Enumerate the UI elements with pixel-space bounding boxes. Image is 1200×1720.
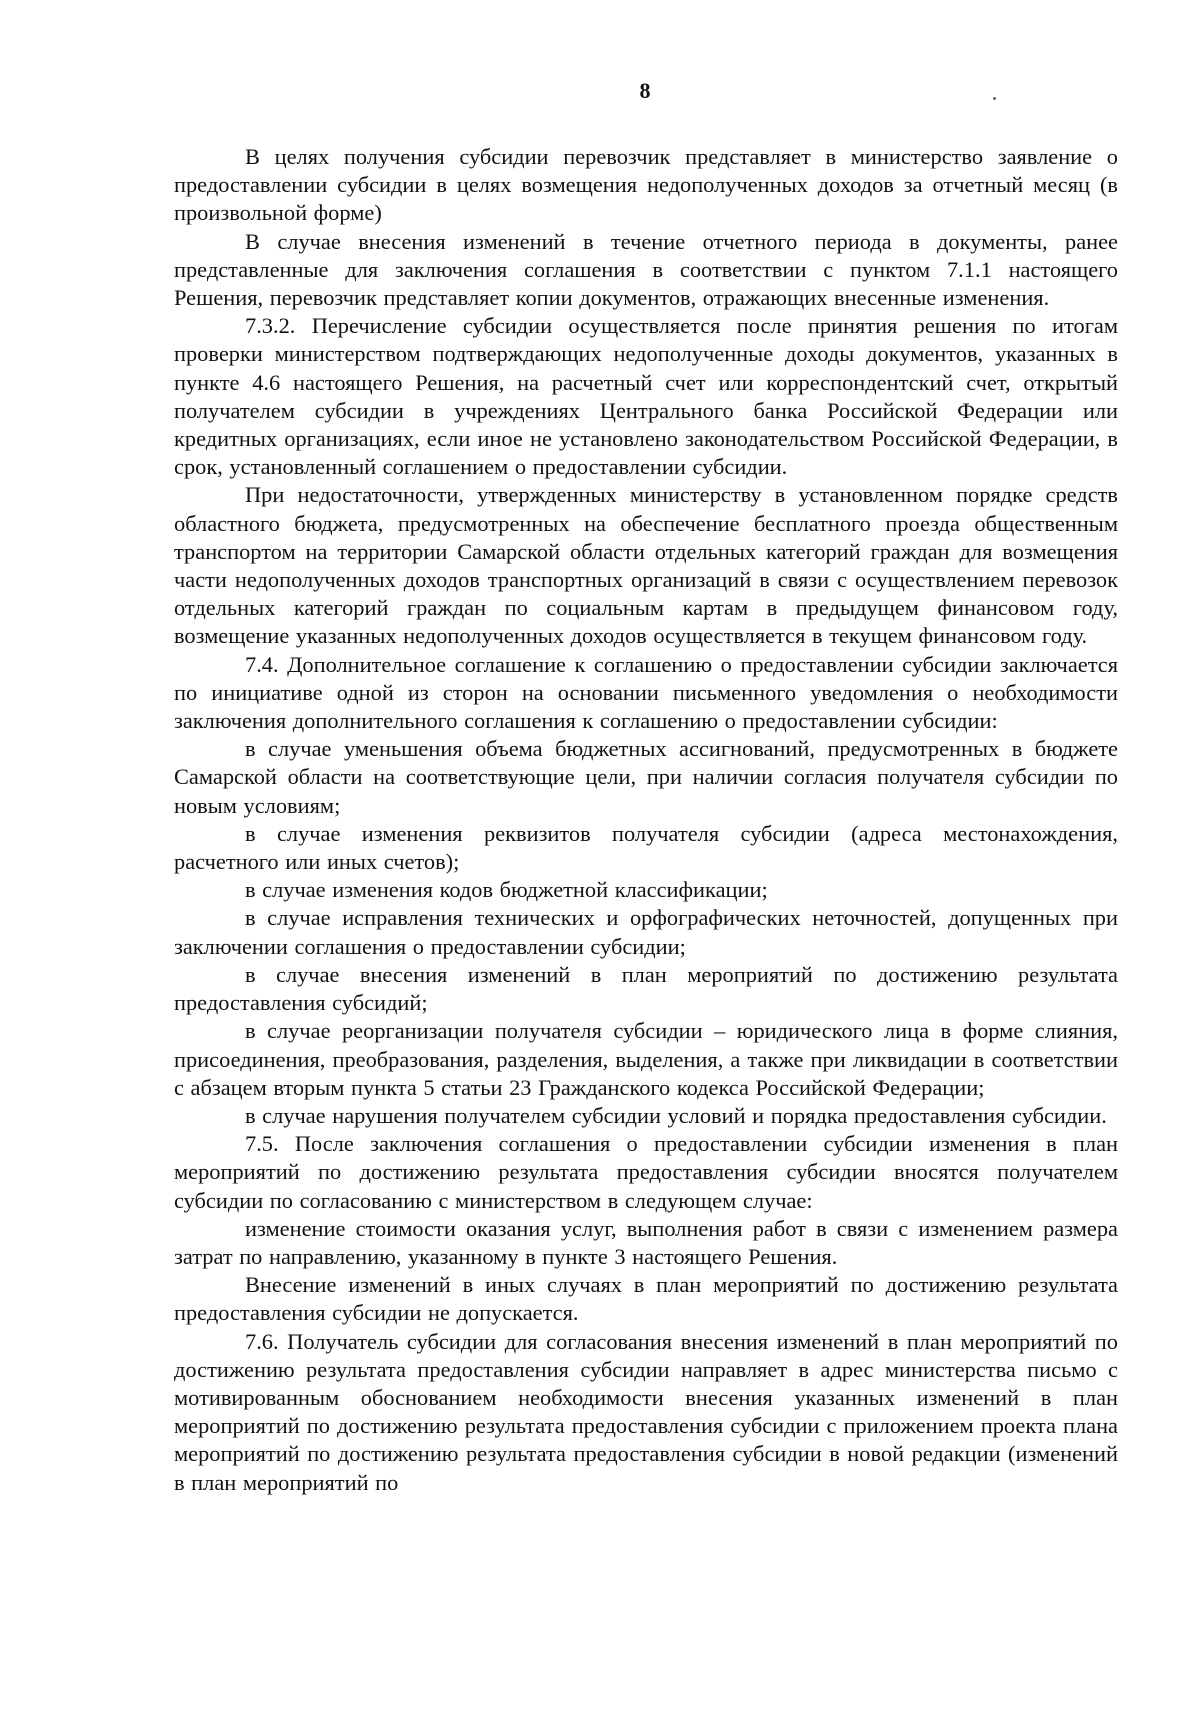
list-item-reorganization: в случае реорганизации получателя субсидии – юридического лица в форме слияния, присоединения, преобразования, разделения, выделения, а также при ликвидации в соответствии с абзацем вторым пункта 5 статьи 23 Гражданского кодекса Российской Федерации; <box>174 1018 1118 1100</box>
list-item-budget-reduction: в случае уменьшения объема бюджетных ассигнований, предусмотренных в бюджете Самарской области на соответствующие цели, при наличии согласия получателя субсидии по новым условиям; <box>174 736 1118 818</box>
list-item-technical-corrections: в случае исправления технических и орфографических неточностей, допущенных при заключении соглашения о предоставлении субсидии; <box>174 905 1118 959</box>
document-body <box>174 143 1118 1497</box>
paragraph-document-changes: В случае внесения изменений в течение отчетного периода в документы, ранее представленные для заключения соглашения в соответствии с пунктом 7.1.1 настоящего Решения, перевозчик представляет копии документов, отражающих внесенные изменения. <box>174 228 1118 311</box>
paragraph-budget-insufficiency: При недостаточности, утвержденных министерству в установленном порядке средств областного бюджета, предусмотренных на обеспечение бесплатного проезда общественным транспортом на территории Самарской области отдельных категорий граждан для возмещения части недополученных доходов транспортных организаций в связи с осуществлением перевозок отдельных категорий граждан по социальным картам в предыдущем финансовом году, возмещение указанных недополученных доходов осуществляется в текущем финансовом году. <box>174 482 1118 649</box>
list-item-violation: в случае нарушения получателем субсидии условий и порядка предоставления субсидии. <box>245 1102 1107 1128</box>
paragraph-no-other-changes: Внесение изменений в иных случаях в план мероприятий по достижению результата предоставления субсидии не допускается. <box>174 1272 1118 1326</box>
list-item-plan-changes: в случае внесения изменений в план мероприятий по достижению результата предоставления субсидий; <box>174 961 1118 1016</box>
page-number: 8 <box>639 78 651 103</box>
list-item-requisites-change: в случае изменения реквизитов получателя субсидии (адреса местонахождения, расчетного или иных счетов); <box>174 820 1118 875</box>
paragraph-application-request: В целях получения субсидии перевозчик представляет в министерство заявление о предоставлении субсидии в целях возмещения недополученных доходов за отчетный месяц (в произвольной форме) <box>174 144 1118 226</box>
paragraph-7-4: 7.4. Дополнительное соглашение к соглашению о предоставлении субсидии заключается по инициативе одной из сторон на основании письменного уведомления о необходимости заключения дополнительного соглашения к соглашению о предоставлении субсидии: <box>174 651 1118 734</box>
paragraph-7-6: 7.6. Получатель субсидии для согласования внесения изменений в план мероприятий по достижению результата предоставления субсидии направляет в адрес министерства письмо с мотивированным обоснованием необходимости внесения указанных изменений в план мероприятий по достижению результата предоставления субсидии с приложением проекта плана мероприятий по достижению результата предоставления субсидии в новой редакции (изменений в план мероприятий по <box>174 1328 1118 1495</box>
list-item-budget-codes-change: в случае изменения кодов бюджетной классификации; <box>245 877 768 903</box>
paragraph-cost-change: изменение стоимости оказания услуг, выполнения работ в связи с изменением размера затрат по направлению, указанному в пункте 3 настоящего Решения. <box>174 1215 1118 1269</box>
scan-speck <box>993 97 996 100</box>
paragraph-7-3-2: 7.3.2. Перечисление субсидии осуществляется после принятия решения по итогам проверки министерством подтверждающих недополученные доходы документов, указанных в пункте 4.6 настоящего Решения, на расчетный счет или корреспондентский счет, открытый получателем субсидии в учреждениях Центрального банка Российской Федерации или кредитных организациях, если иное не установлено законодательством Российской Федерации, в срок, установленный соглашением о предоставлении субсидии. <box>174 313 1118 480</box>
paragraph-7-5: 7.5. После заключения соглашения о предоставлении субсидии изменения в план мероприятий по достижению результата предоставления субсидии вносятся получателем субсидии по согласованию с министерством в следующем случае: <box>174 1131 1118 1213</box>
